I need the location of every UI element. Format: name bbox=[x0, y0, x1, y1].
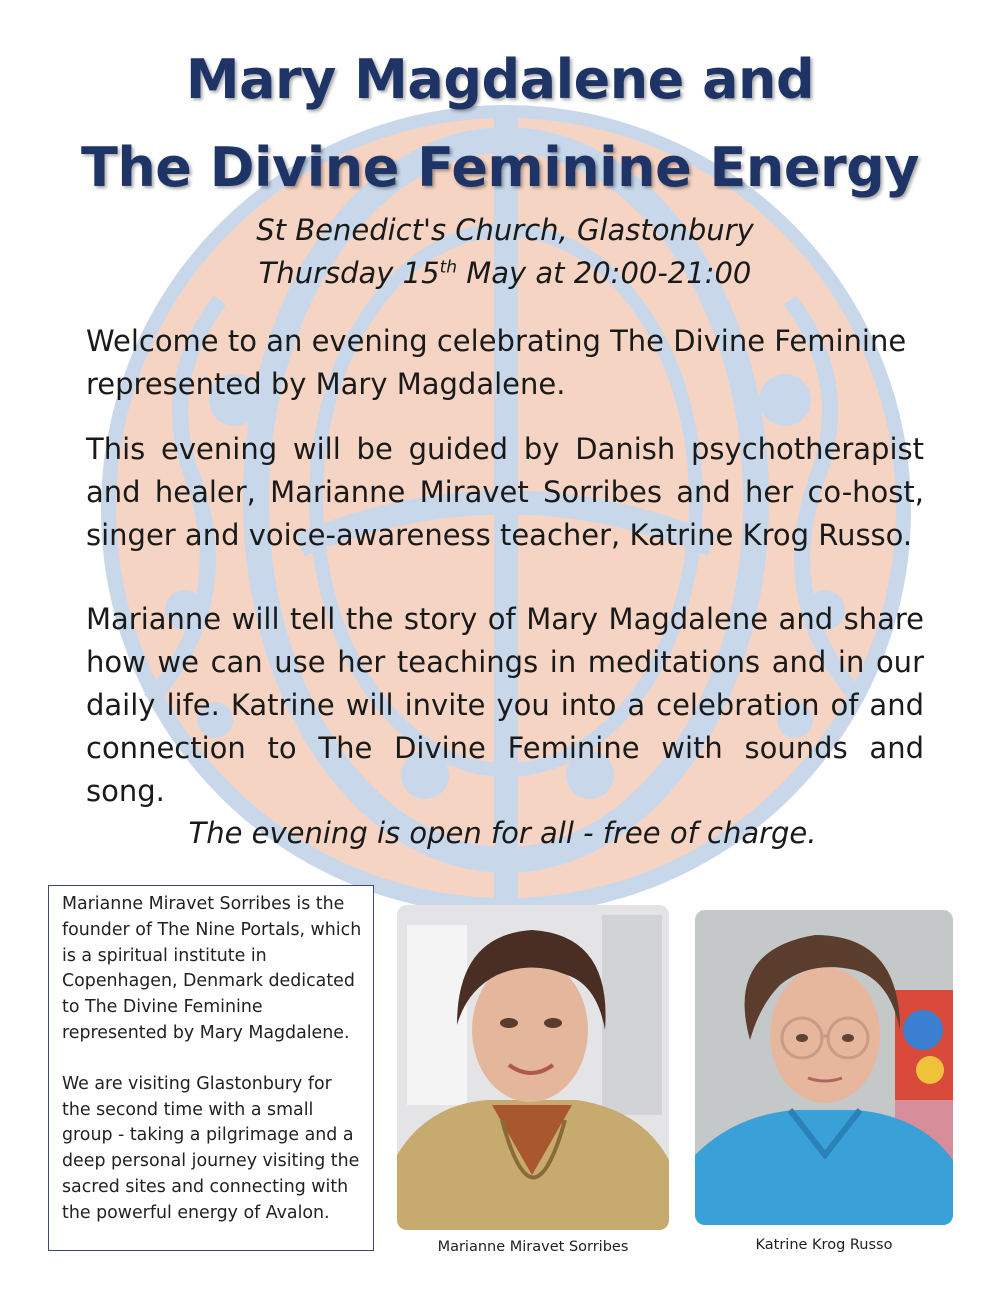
marianne-photo bbox=[397, 905, 669, 1230]
event-date-suffix: th bbox=[439, 257, 458, 278]
page-title-line2: The Divine Feminine Energy bbox=[81, 136, 919, 199]
event-venue: St Benedict's Church, Glastonbury bbox=[256, 213, 754, 247]
event-date-prefix: Thursday 15 bbox=[258, 256, 440, 290]
event-datetime bbox=[0, 256, 1000, 290]
story-paragraph: Marianne will tell the story of Mary Magdalene and share how we can use her teachings in meditations and in our daily life. Katrine will invite you into a celebration of and connection to The Divine Feminine with sounds and song. bbox=[86, 602, 924, 808]
bio-box bbox=[48, 885, 374, 1251]
welcome-paragraph: Welcome to an evening celebrating The Divine Feminine represented by Mary Magdalene. bbox=[86, 324, 907, 401]
katrine-caption: Katrine Krog Russo bbox=[755, 1237, 893, 1253]
bio-paragraph-2: We are visiting Glastonbury for the second time with a small group - taking a pilgrimage and a deep personal journey visiting the sacred sites and connecting with the powerful energy of Avalon. bbox=[62, 1073, 360, 1223]
event-date-rest: May at 20:00-21:00 bbox=[457, 256, 752, 290]
katrine-photo bbox=[695, 910, 953, 1225]
marianne-caption: Marianne Miravet Sorribes bbox=[437, 1239, 629, 1255]
bio-paragraph-1: Marianne Miravet Sorribes is the founder of The Nine Portals, which is a spiritual institute in Copenhagen, Denmark dedicated to The Divine Feminine represented by Mary Magdalene. bbox=[62, 894, 362, 1043]
page-title-line1: Mary Magdalene and bbox=[185, 48, 815, 111]
free-admission-note: The evening is open for all - free of charge. bbox=[188, 816, 817, 850]
guide-paragraph: This evening will be guided by Danish psychotherapist and healer, Marianne Miravet Sorribes and her co-host, singer and voice-awareness teacher, Katrine Krog Russo. bbox=[86, 432, 924, 552]
